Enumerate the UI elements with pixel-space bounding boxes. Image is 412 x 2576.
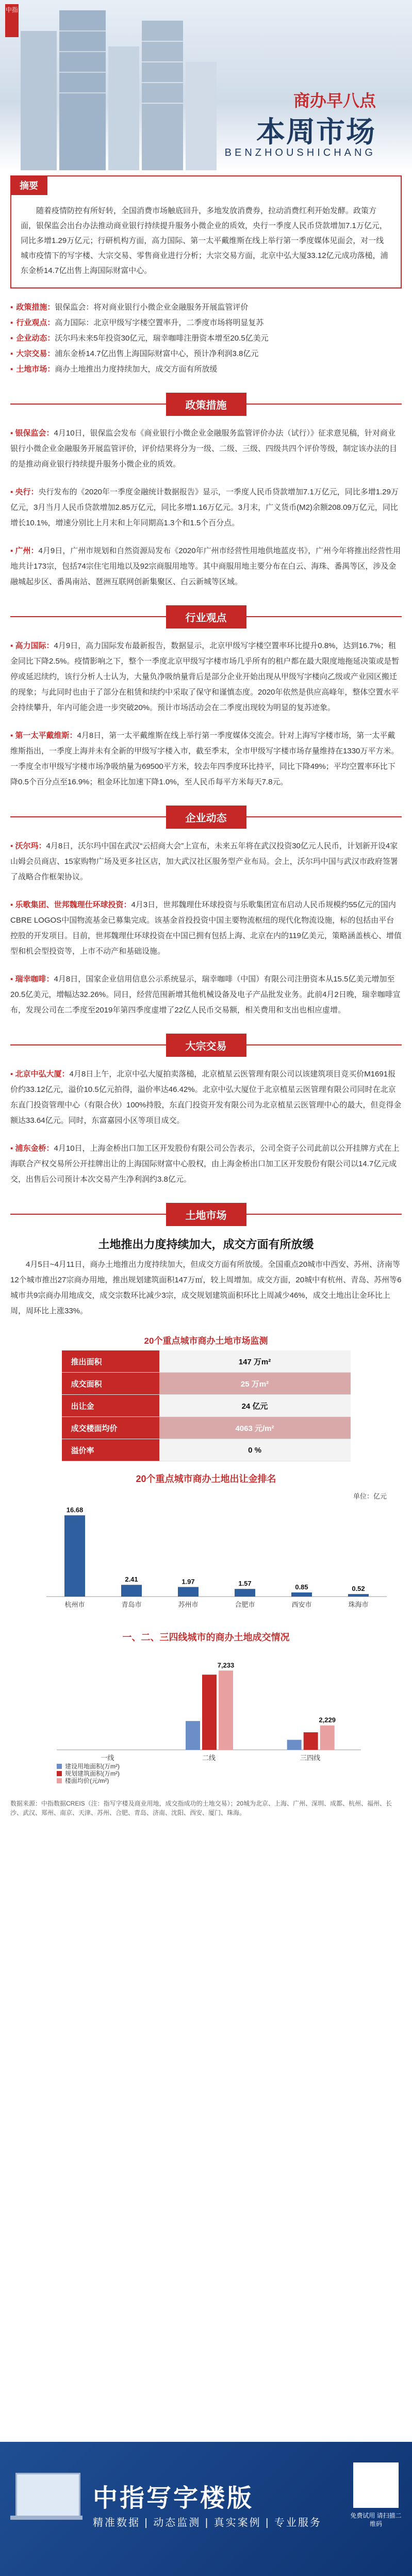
summary-list	[10, 300, 402, 377]
section-header-industry	[10, 605, 402, 628]
abstract-tag: 摘要	[10, 175, 47, 195]
data-label: 1.97	[182, 1577, 195, 1586]
data-label: 7,233	[217, 1661, 235, 1669]
section-label: 政策措施	[166, 393, 246, 416]
entry-body: 4月8日，沃尔玛中国在武汉“云招商大会”上宣布，未来五年将在武汉投资30亿元人民币，计划新开设4家山姆会员商店、15家购物广场及更多社区店，加大武汉社区服务型产业布局。会上，沃尔玛中国与武汉市政府签署了战略合作框架协议。	[10, 842, 398, 881]
entry-body: 央行发布的《2020年一季度金融统计数据报告》显示，一季度人民币贷款增加7.1万亿元，同比多增1.29万亿元，3月当月人民币贷款增加2.85万亿元，同比多增1.16万亿元。3月末，广义货币(M2)余额208.09万亿元，同比增长10.1%，增速分别比上月末和上年同期高1.3个和1.5个百分点。	[10, 488, 399, 527]
data-label: 2,229	[319, 1716, 336, 1724]
chart-title: 一、二、三四线城市的商办土地成交情况	[122, 1632, 290, 1643]
legend-entry: 规划建筑面积(万m²)	[65, 1770, 120, 1777]
entry-body: 4月10日，银保监会发布《商业银行小微企业金融服务监管评价办法（试行）》征求意见稿，针对商业银行小微企业金融服务开展监管评价，评价结果将分为一级、二级、三级、四级共四个评价等级，制定该办法的目的是推动商业银行持续提升服务小微企业的质效。	[10, 429, 398, 469]
header-pinyin: BENZHOUSHICHANG	[224, 147, 376, 158]
tick-label: 合肥市	[235, 1601, 255, 1608]
header-subtitle: 商办早八点	[293, 91, 376, 110]
company-entry: ▪ 乐歌集团、世邦魏理仕环球投资：4月3日，世邦魏理仕环球投资与乐歌集团宣布启动人民币规模约55亿元的国内CBRE LOGOS中国物流基金已募集完成。该基金首投投资中国主要物流枢纽的现代化物流设施，标的包括由平台控股的开发项目。目前，世邦魏理仕环球投资在中国已拥有包括上海、北京在内的119亿美元，策略涵盖核心、增值型和机会型投资等，上市不动产和基础设施。	[10, 900, 402, 956]
summary-value: 高力国际：北京甲级写字楼空置率升，二季度市场将明显复苏	[55, 318, 264, 327]
entry-body: 4月8日，国家企业信用信息公示系统显示，瑞幸咖啡（中国）有限公司注册资本从15.5亿美元增加至20.5亿美元，增幅达32.26%。同日，经营范围新增其他机械设备及电子产品批发业务。此前4月2日晚，瑞幸咖啡宣布，发现公司在二季度至2019年第四季度虚增了22亿人民币交易额，相关费用和支出也相应虚增。	[10, 975, 401, 1015]
table-value: 0 %	[159, 1439, 351, 1461]
bar	[178, 1587, 199, 1597]
company-entry: ▪ 瑞幸咖啡：4月8日，国家企业信用信息公示系统显示，瑞幸咖啡（中国）有限公司注册资本从15.5亿美元增加至20.5亿美元，增幅达32.26%。同日，经营范围新增其他机械设备及电子产品批发业务。此前4月2日晚，瑞幸咖啡宣布，发现公司在二季度至2019年第四季度虚增了22亿人民币交易额，相关费用和支出也相应虚增。	[10, 975, 401, 1015]
entry-tag: 北京中弘大厦：	[15, 1070, 70, 1078]
summary-item: ▪ 土地市场： 商办土地推出力度持续加大，成交方面有所放缓	[10, 362, 402, 377]
policy-entry: ▪ 银保监会：4月10日，银保监会发布《商业银行小微企业金融服务监管评价办法（试行）》征求意见稿，针对商业银行小微企业金融服务开展监管评价，评价结果将分为一级、二级、三级、四级共四个评价等级，制定该办法的目的是推动商业银行持续提升服务小微企业的质效。	[10, 429, 398, 469]
table-value: 4063 元/m²	[159, 1417, 351, 1439]
entry-tag: 乐歌集团、世邦魏理仕环球投资：	[15, 900, 131, 909]
legend-swatch	[57, 1778, 62, 1783]
bar	[304, 1732, 318, 1750]
entry-tag: 央行：	[15, 488, 39, 496]
summary-item: ▪ 行业观点： 高力国际：北京甲级写字楼空置率升，二季度市场将明显复苏	[10, 315, 402, 331]
section-header-deal	[10, 1034, 402, 1056]
qr-label: 免费试用 请扫描二维码	[350, 2512, 402, 2527]
entry-tag: 第一太平戴维斯：	[15, 731, 77, 740]
industry-entry: ▪ 高力国际：4月9日，高力国际发布最新报告，数据显示，北京甲级写字楼空置率环比提升0.8%，达到16.7%；租金同比下降2.5%。疫情影响之下，整个一季度北京甲级写字楼市场几乎所有的租户都在最大限度地拖延决策或是暂停或延迟续约，该行分析人士认为，大量负净吸纳量背后是部分企业开始出现从甲级写字楼向乙级或产业园区搬迁的现象；与此同时也由于了部分在租赁和续约中采取了保守和谨慎态度。2020年依然是供应高峰年，整体空置水平会持续攀升，年内可能会进一步突破20%。预计市场活动会在二季度出现较为明显的复苏迹象。	[10, 641, 400, 712]
bar	[121, 1585, 142, 1597]
buildings-illustration	[0, 0, 222, 170]
summary-key: 政策措施：	[16, 303, 55, 312]
y-axis-label: 单位：亿元	[353, 1492, 387, 1500]
bar	[287, 1740, 302, 1750]
chart-land-revenue	[10, 1472, 402, 1620]
land-monitor-table	[62, 1350, 351, 1461]
chart-title: 20个重点城市商办土地出让金排名	[136, 1474, 276, 1484]
table-row	[62, 1439, 351, 1461]
tick-label: 西安市	[291, 1601, 312, 1608]
legend-swatch	[57, 1764, 62, 1769]
industry-entry: ▪ 第一太平戴维斯：4月8日，第一太平戴维斯在线上举行第一季度媒体交流会。针对上海写字楼市场，第一太平戴维斯指出，一季度上海并未有全新的甲级写字楼入市，截至季末，全市甲级写字楼市场存量维持在1330万平方米。一季度全市甲级写字楼市场净吸纳量为69500平方米，较去年四季度环比持平，同比下降49%；平均空置率环比下降0.5个百分点至16.9%；租金环比加速下降1.0%，至人民币每平方米每天7.8元。	[10, 731, 399, 786]
entry-tag: 广州：	[15, 546, 39, 555]
entry-tag: 沃尔玛：	[15, 842, 46, 850]
header-banner	[0, 0, 412, 170]
entry-tag: 高力国际：	[15, 641, 54, 650]
table-key: 溢价率	[62, 1439, 159, 1461]
land-table-title: 20个重点城市商办土地市场监测	[144, 1336, 268, 1346]
tick-label: 二线	[202, 1754, 216, 1762]
data-label: 0.85	[295, 1583, 308, 1591]
bar	[235, 1589, 255, 1597]
policy-entry: ▪ 央行：央行发布的《2020年一季度金融统计数据报告》显示，一季度人民币贷款增加7.1万亿元，同比多增1.29万亿元，3月当月人民币贷款增加2.85万亿元，同比多增1.16万亿元。3月末，广义货币(M2)余额208.09万亿元，同比增长10.1%，增速分别比上月末和上年同期高1.3个和1.5个百分点。	[10, 488, 399, 527]
qr-code-icon[interactable]	[353, 2462, 399, 2508]
company-entry: ▪ 沃尔玛：4月8日，沃尔玛中国在武汉“云招商大会”上宣布，未来五年将在武汉投资30亿元人民币，计划新开设4家山姆会员商店、15家购物广场及更多社区店，加大武汉社区服务型产业布局。会上，沃尔玛中国与武汉市政府签署了战略合作框架协议。	[10, 842, 398, 881]
bar	[64, 1515, 85, 1597]
entry-tag: 瑞幸咖啡：	[15, 975, 54, 984]
bar	[320, 1726, 335, 1750]
entry-body: 4月9日，广州市规划和自然资源局发布《2020年广州市经营性用地供地蓝皮书》，广州今年将推出经营性用地共计173宗，包括74宗住宅用地以及92宗商服用地等。其中商服用地主要分布在白云、海珠、番禺等区，涉及金融城起步区、番禺南站、琶洲互联网创新集聚区、白云新城等区域。	[10, 546, 401, 586]
summary-item: ▪ 企业动态： 沃尔玛未来5年投资30亿元，瑞幸咖啡注册资本增至20.5亿美元	[10, 331, 402, 346]
section-header-land	[10, 1203, 402, 1226]
bar	[202, 1675, 217, 1750]
footer-title: 中指写字楼版	[93, 2485, 254, 2512]
data-source-note: 数据来源：中指数据CREIS（注：指写字楼及商业用地，成交指成功的土地交易）；20城为北京、上海、广州、深圳、成都、杭州、福州、长沙、武汉、郑州、南京、天津、苏州、合肥、青岛、济南、沈阳、西安、厦门、珠海。	[10, 1800, 392, 1816]
entry-tag: 浦东金桥：	[15, 1144, 54, 1153]
summary-key: 企业动态：	[16, 334, 55, 343]
tick-label: 青岛市	[121, 1601, 142, 1608]
footer-banner	[0, 2442, 412, 2576]
entry-body: 4月9日，高力国际发布最新报告，数据显示，北京甲级写字楼空置率环比提升0.8%，达到16.7%；租金同比下降2.5%。疫情影响之下，整个一季度北京甲级写字楼市场几乎所有的租户都在最大限度地拖延决策或是暂停或延迟续约，该行分析人士认为，大量负净吸纳量背后是部分企业开始出现从甲级写字楼向乙级或产业园区搬迁的现象；与此同时也由于了部分在租赁和续约中采取了保守和谨慎态度。2020年依然是供应高峰年，整体空置水平会持续攀升，年内可能会进一步突破20%。预计市场活动会在二季度出现较为明显的复苏迹象。	[10, 641, 400, 712]
table-key: 成交面积	[62, 1373, 159, 1395]
data-label: 2.41	[125, 1575, 138, 1584]
legend-entry: 楼面均价(元/m²)	[65, 1777, 109, 1784]
tick-label: 杭州市	[64, 1601, 85, 1608]
abstract-text: 随着疫情防控有所好转，全国消费市场触底回升，多地发放消费券，拉动消费红利开始发酵。政策方面，银保监会出台办法推动商业银行持续提升服务小微企业的质效，央行一季度人民币贷款增加7.1万亿元，同比多增1.29万亿元；行研机构方面，高力国际、第一太平戴维斯在线上举行第一季度媒体见面会，对一线城市疫情下的写字楼、大宗交易、零售商业进行分析；大宗交易方面，北京中弘大厦33.12亿元成功落槌，浦东金桥14.7亿出售上海国际财富中心。	[21, 206, 388, 275]
land-title: 土地推出力度持续加大，成交方面有所放缓	[98, 1238, 314, 1251]
policy-entry: ▪ 广州：4月9日，广州市规划和自然资源局发布《2020年广州市经营性用地供地蓝皮书》，广州今年将推出经营性用地共计173宗，包括74宗住宅用地以及92宗商服用地等。其中商服用地主要分布在白云、海珠、番禺等区，涉及金融城起步区、番禺南站、琶洲互联网创新集聚区、白云新城等区域。	[10, 546, 401, 586]
summary-value: 商办土地推出力度持续加大，成交方面有所放缓	[55, 365, 218, 374]
table-row	[62, 1373, 351, 1395]
section-label: 企业动态	[166, 806, 246, 829]
table-key: 推出面积	[62, 1350, 159, 1373]
deal-entry: ▪ 浦东金桥：4月10日，上海金桥出口加工区开发股份有限公司公告表示，公司全资子公司此前以公开挂牌方式在上海联合产权交易所公开挂牌出让的上海国际财富中心股权，由上海金桥出口加工区开发股份有限公司以14.7亿元成交，出售后公司预计本次交易产生净利润约3.8亿元。	[10, 1144, 400, 1184]
table-row	[62, 1417, 351, 1439]
table-row	[62, 1395, 351, 1417]
table-row	[62, 1350, 351, 1373]
bar	[186, 1721, 200, 1750]
brand-logo: 中指	[5, 4, 19, 37]
section-label: 土地市场	[166, 1203, 246, 1226]
table-value: 24 亿元	[159, 1395, 351, 1417]
bar-chart-land-revenue	[10, 1488, 402, 1617]
header-title: 本周市场	[256, 116, 376, 148]
tick-label: 珠海市	[348, 1601, 369, 1608]
summary-value: 浦东金桥14.7亿出售上海国际财富中心，预计净利润3.8亿元	[55, 349, 259, 358]
data-label: 16.68	[66, 1506, 84, 1514]
footer-subtitle: 精准数据 | 动态监测 | 真实案例 | 专业服务	[93, 2517, 322, 2529]
section-header-policy	[10, 393, 402, 415]
bar	[219, 1670, 233, 1750]
land-paragraph: 4月5日~4月11日，商办土地推出力度持续加大，但成交方面有所放缓。全国重点20城市中西安、苏州、济南等12个城市推出27宗商办用地，推出规划建筑面积147万㎡，较上周增加。成交方面，20城中有杭州、青岛、苏州等6城市共9宗商办用地成交，成交宗数环比减少3宗，成交规划建筑面积环比上周减少46%，成交土地出让金环比上周，周环比上涨33%。	[10, 1260, 402, 1315]
section-header-company	[10, 806, 402, 828]
legend-entry: 建设用地面积(万m²)	[65, 1763, 120, 1770]
entry-body: 4月10日，上海金桥出口加工区开发股份有限公司公告表示，公司全资子公司此前以公开挂牌方式在上海联合产权交易所公开挂牌出让的上海国际财富中心股权，由上海金桥出口加工区开发股份有限公司以14.7亿元成交，出售后公司预计本次交易产生净利润约3.8亿元。	[10, 1144, 400, 1184]
legend-swatch	[57, 1771, 62, 1776]
laptop-base-icon	[10, 2516, 83, 2520]
entry-tag: 银保监会：	[15, 429, 54, 438]
entry-body: 4月8日，第一太平戴维斯在线上举行第一季度媒体交流会。针对上海写字楼市场，第一太平戴维斯指出，一季度上海并未有全新的甲级写字楼入市，截至季末，全市甲级写字楼市场存量维持在1330万平方米。一季度全市甲级写字楼市场净吸纳量为69500平方米，较去年四季度环比持平，同比下降49%；平均空置率环比下降0.5个百分点至16.9%；租金环比加速下降1.0%，至人民币每平方米每天7.8元。	[10, 731, 399, 786]
summary-key: 土地市场：	[16, 365, 55, 374]
laptop-icon	[15, 2473, 80, 2517]
summary-key: 大宗交易：	[16, 349, 55, 358]
data-label: 1.57	[238, 1580, 252, 1588]
deal-entry: ▪ 北京中弘大厦：4月8日上午，北京中弘大厦拍卖落槌，北京植星云医管理有限公司以该建筑项目竞买价M1691报价约33.12亿元，溢价10.5亿元拍得，溢价率达46.42%。北京中弘大厦位于北京植星云医管理有限公司同时在北京东直门投资管理中心（有限合伙）100%持股，东直门投资开发有限公司为北京植星云医管理中心的最大，但竞得金额达33.64亿元。同时，东富嘉园小区等项目成交。	[10, 1070, 402, 1125]
section-label: 大宗交易	[166, 1034, 246, 1057]
summary-value: 银保监会：将对商业银行小微企业金融服务开展监管评价	[55, 303, 249, 312]
table-value: 147 万m²	[159, 1350, 351, 1373]
entry-body: 4月3日，世邦魏理仕环球投资与乐歌集团宣布启动人民币规模约55亿元的国内CBRE LOGOS中国物流基金已募集完成。该基金首投投资中国主要物流枢纽的现代化物流设施，标的包括由平台控股的开发项目。目前，世邦魏理仕环球投资在中国已拥有包括上海、北京在内的119亿美元，策略涵盖核心、增值型和机会型投资等，上市不动产和基础设施。	[10, 900, 402, 956]
bar	[291, 1592, 312, 1597]
tick-label: 苏州市	[178, 1601, 199, 1608]
bar-chart-tier-deals	[10, 1647, 402, 1791]
table-key: 出让金	[62, 1395, 159, 1417]
summary-item: ▪ 政策措施： 银保监会：将对商业银行小微企业金融服务开展监管评价	[10, 300, 402, 315]
tick-label: 一线	[101, 1754, 114, 1762]
summary-key: 行业观点：	[16, 318, 55, 327]
entry-body: 4月8日上午，北京中弘大厦拍卖落槌，北京植星云医管理有限公司以该建筑项目竞买价M1691报价约33.12亿元，溢价10.5亿元拍得，溢价率达46.42%。北京中弘大厦位于北京植星云医管理有限公司同时在北京东直门投资管理中心（有限合伙）100%持股，东直门投资开发有限公司为北京植星云医管理中心的最大，但竞得金额达33.64亿元。同时，东富嘉园小区等项目成交。	[10, 1070, 402, 1125]
table-value: 25 万m²	[159, 1373, 351, 1395]
summary-value: 沃尔玛未来5年投资30亿元，瑞幸咖啡注册资本增至20.5亿美元	[55, 334, 269, 343]
abstract-box	[10, 175, 402, 288]
chart-tier-deals	[10, 1630, 402, 1794]
data-label: 0.52	[352, 1585, 365, 1593]
table-key: 成交楼面均价	[62, 1417, 159, 1439]
summary-item: ▪ 大宗交易： 浦东金桥14.7亿出售上海国际财富中心，预计净利润3.8亿元	[10, 346, 402, 362]
tick-label: 三四线	[300, 1754, 321, 1762]
section-label: 行业观点	[166, 605, 246, 629]
bar	[348, 1594, 369, 1597]
